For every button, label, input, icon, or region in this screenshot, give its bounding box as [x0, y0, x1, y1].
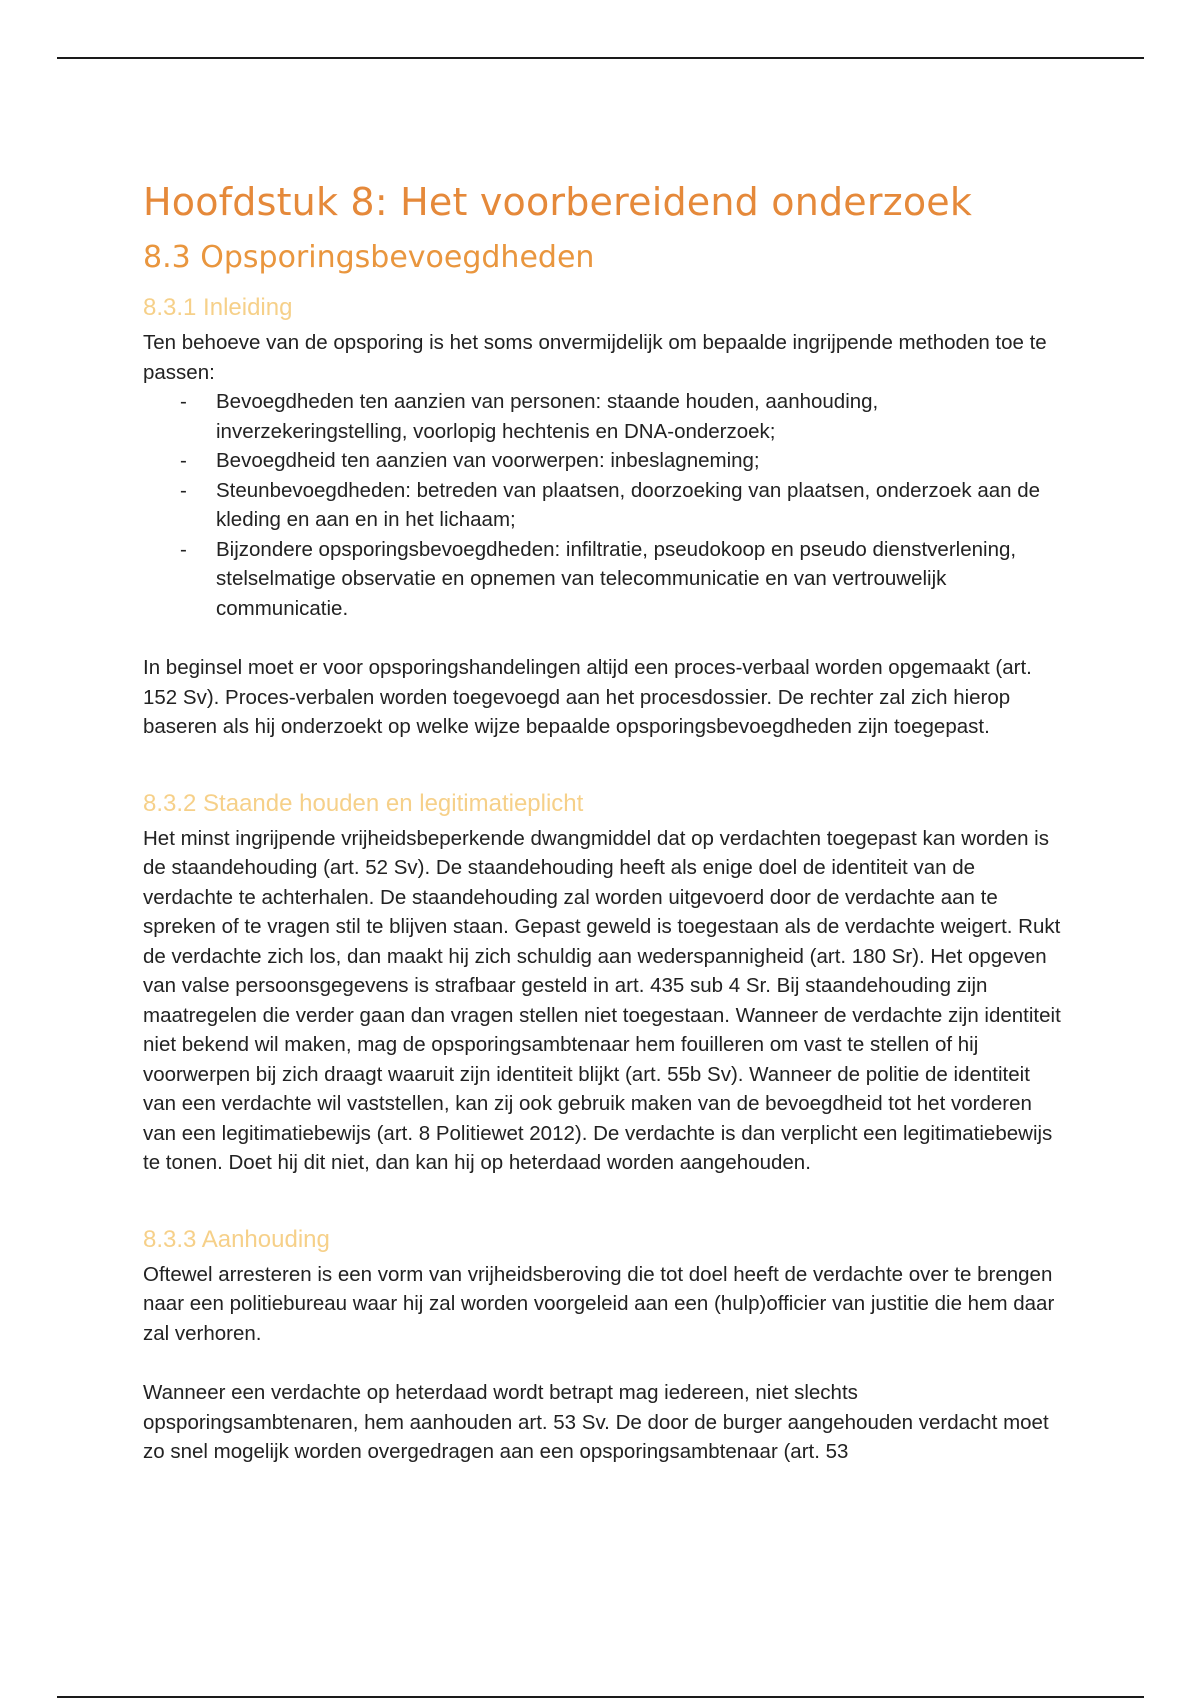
list-item [143, 535, 1063, 624]
list-item [143, 387, 1063, 446]
list-item-text: Steunbevoegdheden: betreden van plaatsen, doorzoeking van plaatsen, onderzoek aan de kleding en aan en in het lichaam; [216, 478, 1041, 531]
list-item-text: Bevoegdheid ten aanzien van voorwerpen: inbeslagneming; [216, 449, 760, 472]
staande-houden-paragraph: Het minst ingrijpende vrijheidsbeperkende dwangmiddel dat op verdachten toegepast kan worden is de staandehouding (art. 52 Sv). De staandehouding heeft als enige doel de identiteit van de verdachte te achterhalen. De staandehouding zal worden uitgevoerd door de verdachte aan te spreken of te vragen stil te blijven staan. Gepast geweld is toegestaan als de verdachte weigert. Rukt de verdachte zich los, dan maakt hij zich schuldig aan wederspannigheid (art. 180 Sr). Het opgeven van valse persoonsgegevens is strafbaar gesteld in art. 435 sub 4 Sr. Bij staandehouding zijn maatregelen die verder gaan dan vragen stellen niet toegestaan. Wanneer de verdachte zijn identiteit niet bekend wil maken, mag de opsporingsambtenaar hem fouilleren om vast te stellen of hij voorwerpen bij zich draagt waaruit zijn identiteit blijkt (art. 55b Sv). Wanneer de politie de identiteit van een verdachte wil vaststellen, kan zij ook gebruik maken van de bevoegdheid tot het vorderen van een legitimatiebewijs (art. 8 Politiewet 2012). De verdachte is dan verplicht een legitimatiebewijs te tonen. Doet hij dit niet, dan kan hij op heterdaad worden aangehouden. [143, 826, 1061, 1174]
section-title: 8.3 Opsporingsbevoegdheden [143, 240, 595, 275]
bullet-dash: - [180, 390, 187, 413]
inleiding-paragraph: In beginsel moet er voor opsporingshandelingen altijd een proces-verbaal worden opgemaakt (art. 152 Sv). Proces-verbalen worden toegevoegd aan het procesdossier. De rechter zal zich hierop baseren als hij onderzoekt op welke wijze bepaalde opsporingsbevoegdheden zijn toegepast. [143, 656, 1032, 738]
list-item-text: Bijzondere opsporingsbevoegdheden: infiltratie, pseudokoop en pseudo dienstverlening, stelselmatige observatie en opnemen van telecommunicatie en van vertrouwelijk communicatie. [216, 537, 1017, 620]
list-item-text: Bevoegdheden ten aanzien van personen: staande houden, aanhouding, inverzekeringstelling, voorlopig hechtenis en DNA-onderzoek; [216, 390, 879, 443]
chapter-title: Hoofdstuk 8: Het voorbereidend onderzoek [143, 180, 973, 224]
bullet-dash: - [180, 449, 187, 472]
subsection-heading-inleiding: 8.3.1 Inleiding [143, 294, 293, 321]
list-item [143, 476, 1063, 535]
aanhouding-paragraph-2: Wanneer een verdachte op heterdaad wordt betrapt mag iedereen, niet slechts opsporingsambtenaren, hem aanhouden art. 53 Sv. De door de burger aangehouden verdacht moet zo snel mogelijk worden overgedragen aan een opsporingsambtenaar (art. 53 [143, 1381, 1049, 1463]
bevoegdheden-list [143, 387, 1063, 623]
subsection-heading-aanhouding: 8.3.3 Aanhouding [143, 1225, 330, 1253]
aanhouding-paragraph-1: Oftewel arresteren is een vorm van vrijheidsberoving die tot doel heeft de verdachte over te brengen naar een politiebureau waar hij zal worden voorgeleid aan een (hulp)officier van justitie die hem daar zal verhoren. [143, 1262, 1055, 1345]
list-item [143, 446, 1063, 476]
subsection-heading-staande-houden: 8.3.2 Staande houden en legitimatieplicht [143, 789, 584, 817]
bullet-dash: - [180, 478, 187, 502]
bullet-dash: - [180, 537, 187, 561]
page-content [143, 172, 1063, 1467]
page-top-rule [57, 57, 1144, 59]
page-bottom-rule [57, 1696, 1144, 1698]
inleiding-intro: Ten behoeve van de opsporing is het soms onvermijdelijk om bepaalde ingrijpende methoden toe te passen: [143, 331, 1047, 384]
